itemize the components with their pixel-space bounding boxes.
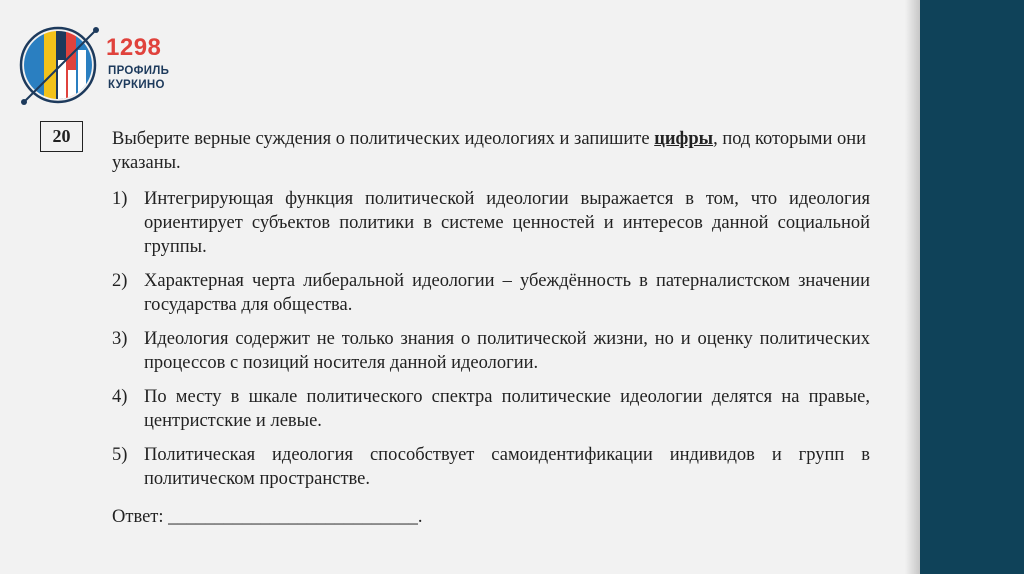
logo-line-2: КУРКИНО: [108, 79, 165, 91]
option-item: [112, 187, 870, 259]
option-number: 3): [112, 329, 128, 349]
option-number: 2): [112, 271, 128, 291]
task-content: [112, 127, 870, 529]
option-item: [112, 269, 870, 317]
right-side-panel: [920, 0, 1024, 574]
option-text: Идеология содержит не только знания о политической жизни, но и оценку политических процессов с позиций носителя данной идеологии.: [144, 329, 870, 373]
options-list: [112, 187, 870, 491]
school-logo: [16, 20, 186, 110]
option-item: [112, 327, 870, 375]
option-item: [112, 443, 870, 491]
logo-line-1: ПРОФИЛЬ: [108, 65, 170, 77]
option-number: 5): [112, 445, 128, 465]
option-number: 4): [112, 387, 128, 407]
answer-line: Ответ: ___________________________.: [112, 507, 423, 527]
task-number-box: 20: [40, 121, 83, 152]
option-text: Интегрирующая функция политической идеологии выражается в том, что идеология ориентирует субъектов политики в системе ценностей и интересов данной социальной группы.: [144, 189, 870, 257]
option-text: Характерная черта либеральной идеологии – убеждённость в патерналистском значении государства для общества.: [144, 271, 870, 315]
logo-emblem-icon: [16, 20, 106, 110]
logo-number: 1298: [106, 34, 162, 61]
intro-text-start: Выберите верные суждения о политических идеологиях и запишите: [112, 129, 655, 149]
option-text: По месту в шкале политического спектра политические идеологии делятся на правые, центристские и левые.: [144, 387, 870, 431]
intro-emphasis: цифры: [654, 129, 714, 149]
option-text: Политическая идеология способствует самоидентификации индивидов и групп в политическом пространстве.: [144, 445, 870, 489]
task-intro: [112, 127, 870, 175]
option-number: 1): [112, 189, 128, 209]
slide-edge-shadow: [905, 0, 920, 574]
option-item: [112, 385, 870, 433]
intro-text-end: , под которыми они указаны.: [112, 129, 867, 173]
